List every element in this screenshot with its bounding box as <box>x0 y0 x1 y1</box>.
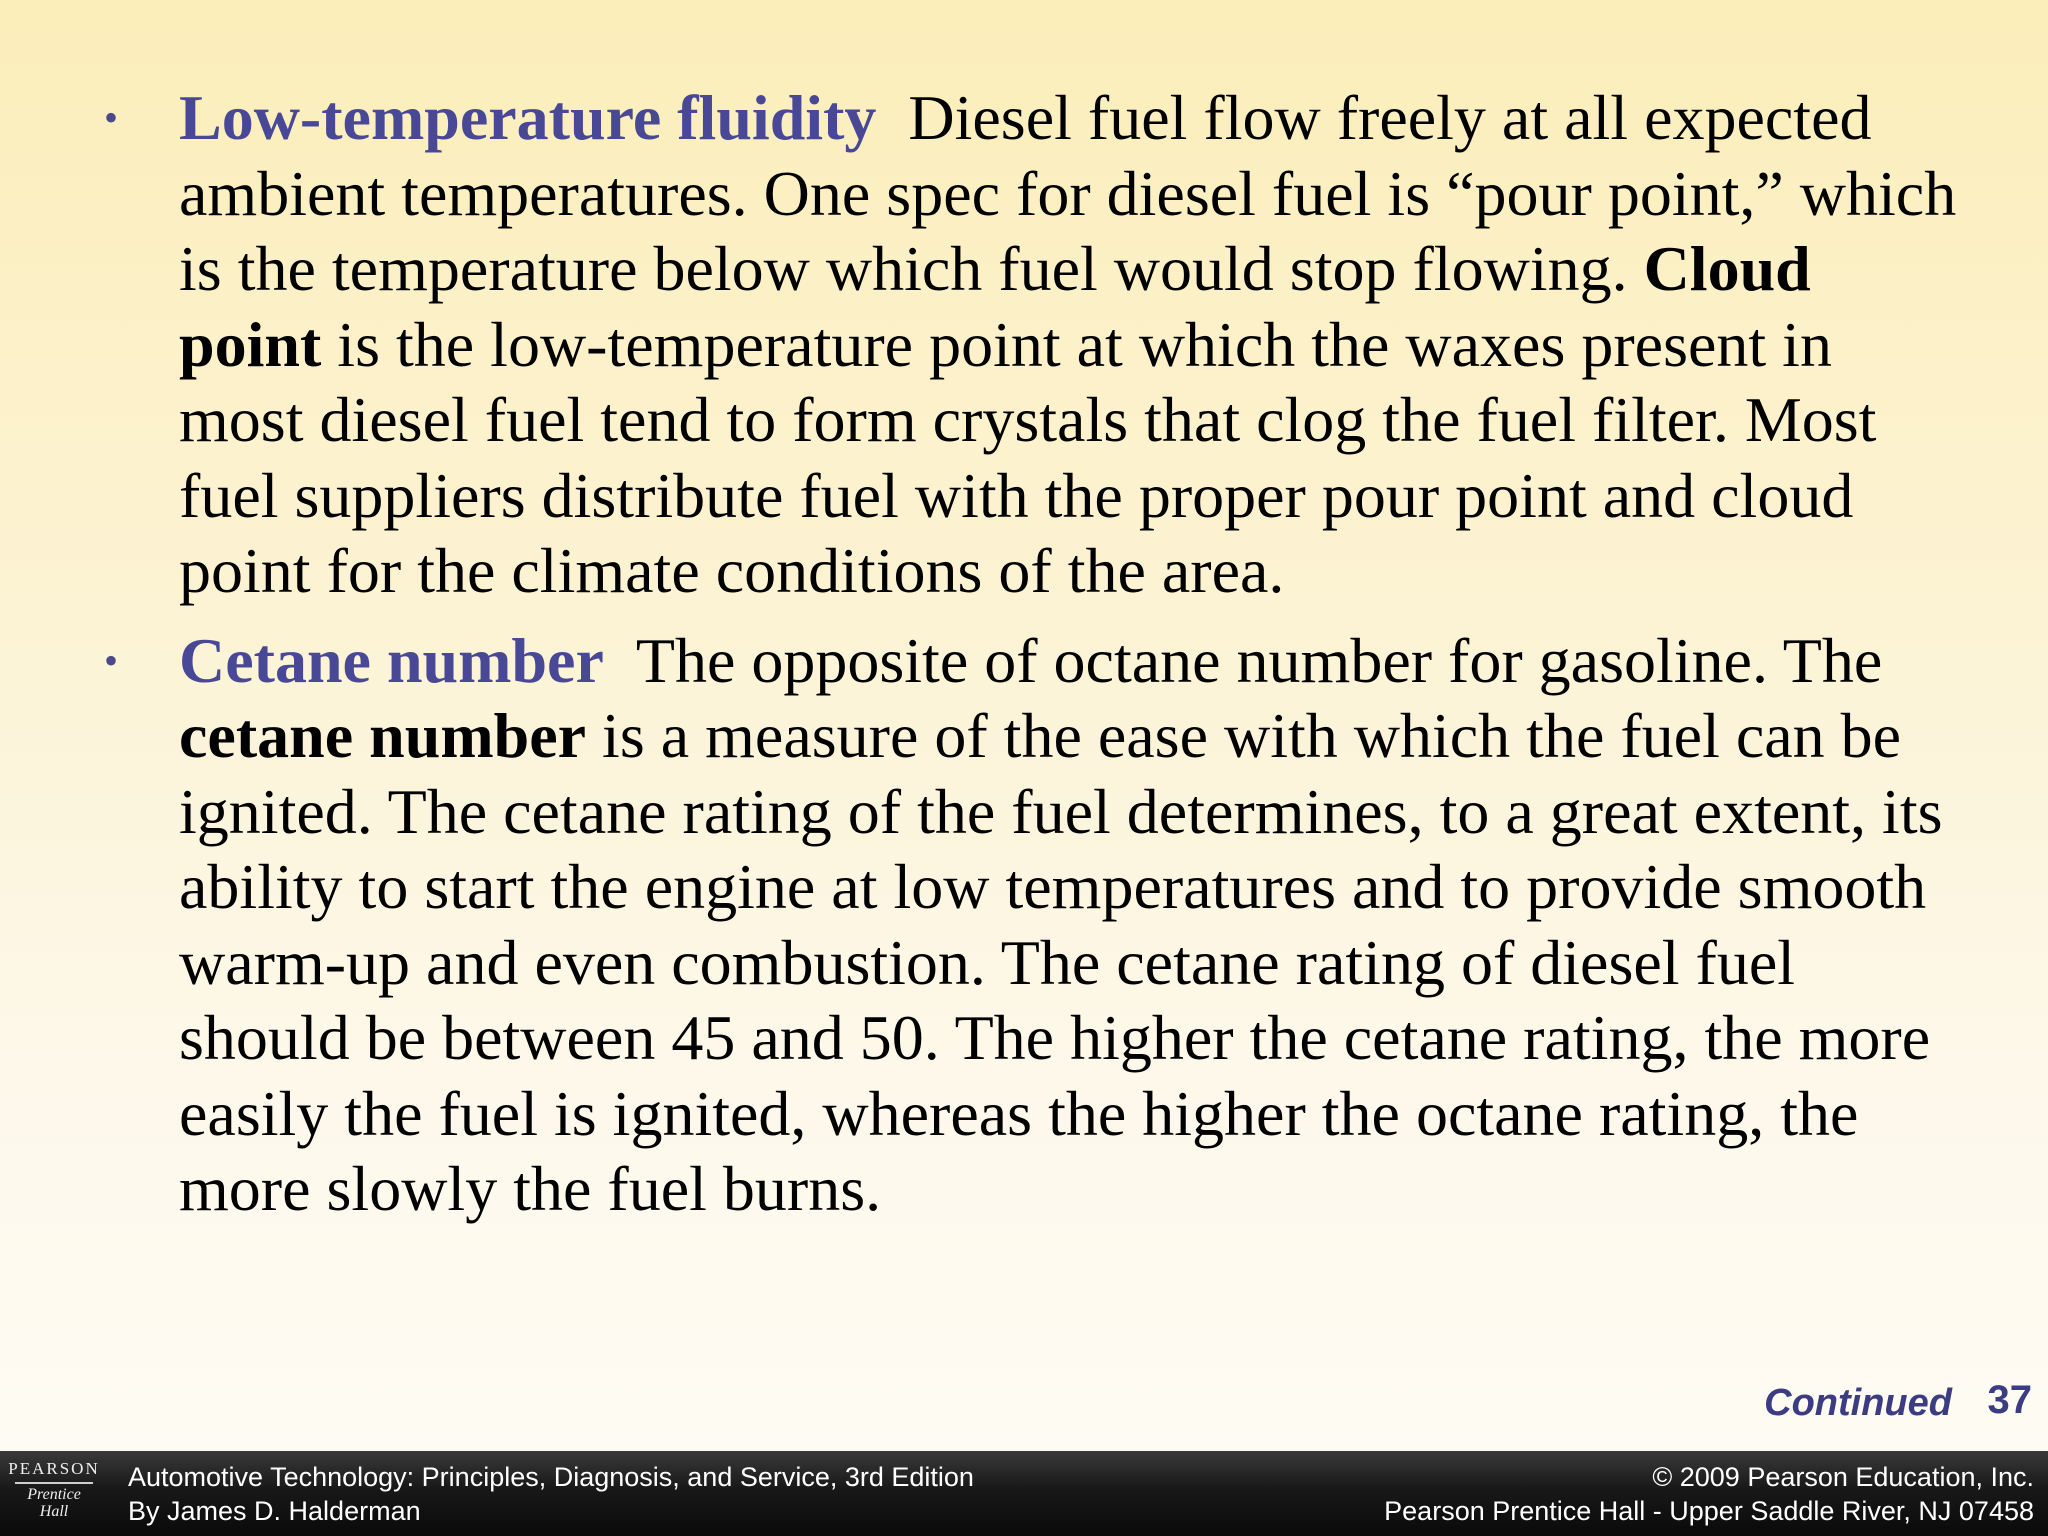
bullet-bold-term: Cloud point <box>179 233 1811 380</box>
logo-hall-text: Hall <box>39 1503 69 1520</box>
logo-divider <box>15 1482 93 1484</box>
bullet-cetane-number <box>0 623 1969 1227</box>
bullet-text: is the low-temperature point at which the waxes present in most diesel fuel tend to form crystals that clog the fuel filter. Most fuel suppliers distribute fuel with the proper pour point and cloud point for the climate conditions of the area. <box>179 308 1877 606</box>
copyright: © 2009 Pearson Education, Inc. <box>1652 1462 2034 1492</box>
bullet-text: is a measure of the ease with which the fuel can be ignited. The cetane rating of the fuel determines, to a great extent, its ability to start the engine at low temperatures and to provide smooth warm-up and even combustion. The cetane rating of diesel fuel should be between 45 and 50. The higher the cetane rating, the more easily the fuel is ignited, whereas the higher the octane rating, the more slowly the fuel burns. <box>179 700 1943 1224</box>
bullet-term: Low-temperature fluidity <box>179 82 877 153</box>
bullet-term: Cetane number <box>179 624 604 696</box>
bullet-dot-icon: • <box>104 95 119 140</box>
continued-label: Continued <box>1764 1382 1952 1424</box>
book-title: Automotive Technology: Principles, Diagnosis, and Service, 3rd Edition <box>128 1462 974 1492</box>
bullet-text: The opposite of octane number for gasoline. The <box>635 624 1883 696</box>
slide-number: 37 <box>1987 1378 2032 1422</box>
footer-book-info <box>128 1460 974 1528</box>
footer-bar <box>0 1451 2048 1536</box>
bullet-bold-term: cetane number <box>179 700 587 771</box>
book-author: By James D. Halderman <box>128 1496 421 1526</box>
bullet-low-temperature-fluidity <box>0 80 1969 609</box>
publisher-address: Pearson Prentice Hall - Upper Saddle River, NJ 07458 <box>1384 1496 2034 1526</box>
bullet-dot-icon: • <box>104 637 119 683</box>
bullet-text: Diesel fuel flow freely at all expected ambient temperatures. One spec for diesel fuel is “pour point,” which is the temperature below which fuel would stop flowing. <box>179 82 1957 304</box>
footer-publisher-info <box>1384 1460 2034 1528</box>
logo-prentice-text: Prentice <box>27 1486 81 1503</box>
pearson-prentice-hall-logo <box>6 1459 102 1533</box>
slide-content <box>0 80 2048 1410</box>
logo-pearson-text: PEARSON <box>8 1459 100 1478</box>
